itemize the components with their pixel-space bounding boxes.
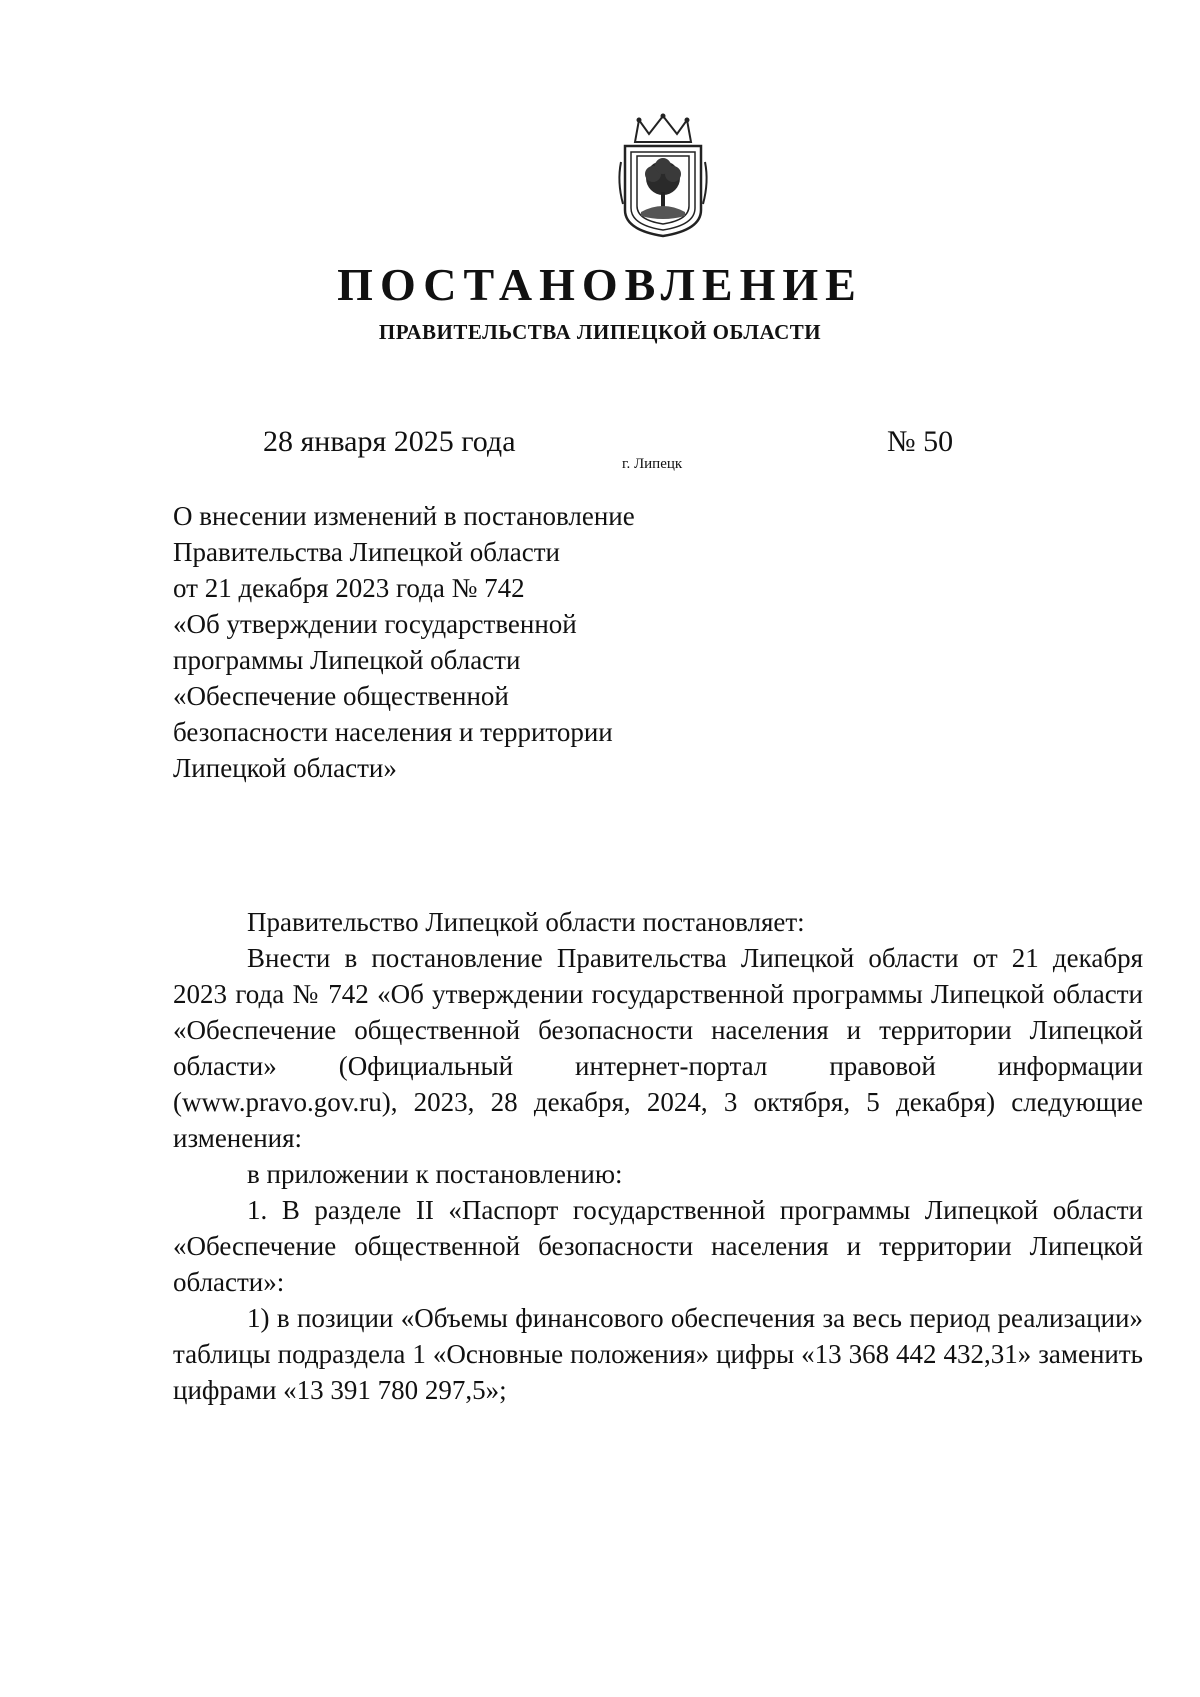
document-body bbox=[173, 904, 1143, 1408]
body-paragraph: 1. В разделе II «Паспорт государственной программы Липецкой области «Обеспечение общественной безопасности населения и территории Липецкой области»: bbox=[173, 1195, 1143, 1297]
document-city: г. Липецк bbox=[622, 456, 683, 472]
title-line: программы Липецкой области bbox=[173, 645, 521, 675]
body-paragraph: 1) в позиции «Объемы финансового обеспечения за весь период реализации» таблицы подраздела 1 «Основные положения» цифры «13 368 442 432,31» заменить цифрами «13 391 780 297,5»; bbox=[173, 1303, 1143, 1405]
title-line: от 21 декабря 2023 года № 742 bbox=[173, 573, 525, 603]
body-paragraph: Внести в постановление Правительства Липецкой области от 21 декабря 2023 года № 742 «Об утверждении государственной программы Липецкой области «Обеспечение общественной безопасности населения и территории Липецкой области» (Официальный интернет-портал правовой информации (www.pravo.gov.ru), 2023, 28 декабря, 2024, 3 октября, 5 декабря) следующие изменения: bbox=[173, 943, 1143, 1153]
title-line: «Обеспечение общественной bbox=[173, 681, 509, 711]
title-line: Липецкой области» bbox=[173, 753, 397, 783]
title-line: О внесении изменений в постановление bbox=[173, 501, 635, 531]
title-line: безопасности населения и территории bbox=[173, 717, 613, 747]
title-line: «Об утверждении государственной bbox=[173, 609, 577, 639]
coat-of-arms-icon bbox=[615, 112, 711, 240]
issuer-name: ПРАВИТЕЛЬСТВА ЛИПЕЦКОЙ ОБЛАСТИ bbox=[378, 320, 822, 344]
body-paragraph: Правительство Липецкой области постановляет: bbox=[247, 907, 805, 937]
document-date: 28 января 2025 года bbox=[263, 425, 516, 458]
body-paragraph: в приложении к постановлению: bbox=[247, 1159, 623, 1189]
document-number: № 50 bbox=[887, 425, 954, 458]
document-title bbox=[173, 498, 793, 786]
title-line: Правительства Липецкой области bbox=[173, 537, 561, 567]
document-type: ПОСТАНОВЛЕНИЕ bbox=[337, 259, 863, 310]
